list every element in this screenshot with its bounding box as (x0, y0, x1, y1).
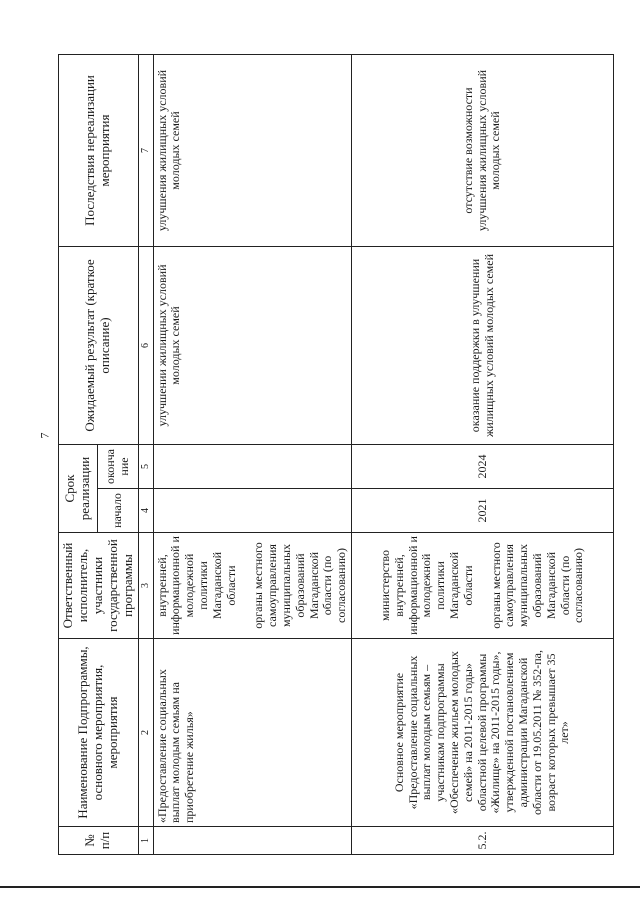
col-number-5: 5 (138, 445, 153, 489)
row-start (153, 489, 351, 533)
row-end: 2024 (352, 445, 614, 489)
executor-ministry: внутренней, информационной и молодежной политики Магаданской области (154, 536, 238, 635)
row-result: оказание поддержки в улучшении жилищных условий молодых семей (352, 247, 614, 445)
row-start: 2021 (352, 489, 614, 533)
header-num: № п/п (59, 827, 139, 855)
row-consequence: отсутствие возможности улучшения жилищных условий молодых семей (352, 55, 614, 247)
row-name: «Предоставление социальных выплат молодым семьям на приобретение жилья» (153, 639, 351, 827)
executor-local: органы местного самоуправления муниципальных образований Магаданской области (по согласованию) (251, 542, 349, 629)
col-number-6: 6 (138, 247, 153, 445)
scan-edge-line (0, 886, 640, 888)
page-number: 7 (37, 432, 52, 439)
col-number-2: 2 (138, 639, 153, 827)
program-table (58, 54, 614, 855)
table-row (153, 55, 351, 855)
executor-local: органы местного самоуправления муниципальных образований Магаданской области (по согласованию) (488, 542, 586, 629)
row-executor (352, 533, 614, 639)
table-row (352, 55, 614, 855)
header-consequence: Последствия нереализации мероприятия (59, 55, 139, 247)
row-num (153, 827, 351, 855)
rotated-page (58, 55, 633, 855)
row-consequence: улучшения жилищных условий молодых семей (153, 55, 351, 247)
col-number-7: 7 (138, 55, 153, 247)
col-number-4: 4 (138, 489, 153, 533)
header-name: Наименование Подпрограммы, основного мероприятия, мероприятия (59, 639, 139, 827)
header-start: начало (97, 489, 138, 533)
header-executor: Ответственный исполнитель, участники государственной программы (59, 533, 139, 639)
header-result: Ожидаемый результат (краткое описание) (59, 247, 139, 445)
executor-ministry: министерство внутренней, информационной и молодежной политики Магаданской области (377, 536, 475, 635)
row-end (153, 445, 351, 489)
row-name: Основное мероприятие «Предоставление социальных выплат молодым семьям – участникам подпрограммы «Обеспечение жильем молодых семей» на 2011-2015 годы» областной целевой программы «Жилище» на 2011-2015 годы», утвержденной постановлением администрации Магаданской области от 19.05.2011 № 352-па, возраст которых превышает 35 лет» (352, 639, 614, 827)
col-number-1: 1 (138, 827, 153, 855)
row-result: улучшении жилищных условий молодых семей (153, 247, 351, 445)
row-num: 5.2. (352, 827, 614, 855)
row-executor (153, 533, 351, 639)
col-number-3: 3 (138, 533, 153, 639)
header-end: оконча ние (97, 445, 138, 489)
header-period: Срок реализации (59, 445, 98, 533)
